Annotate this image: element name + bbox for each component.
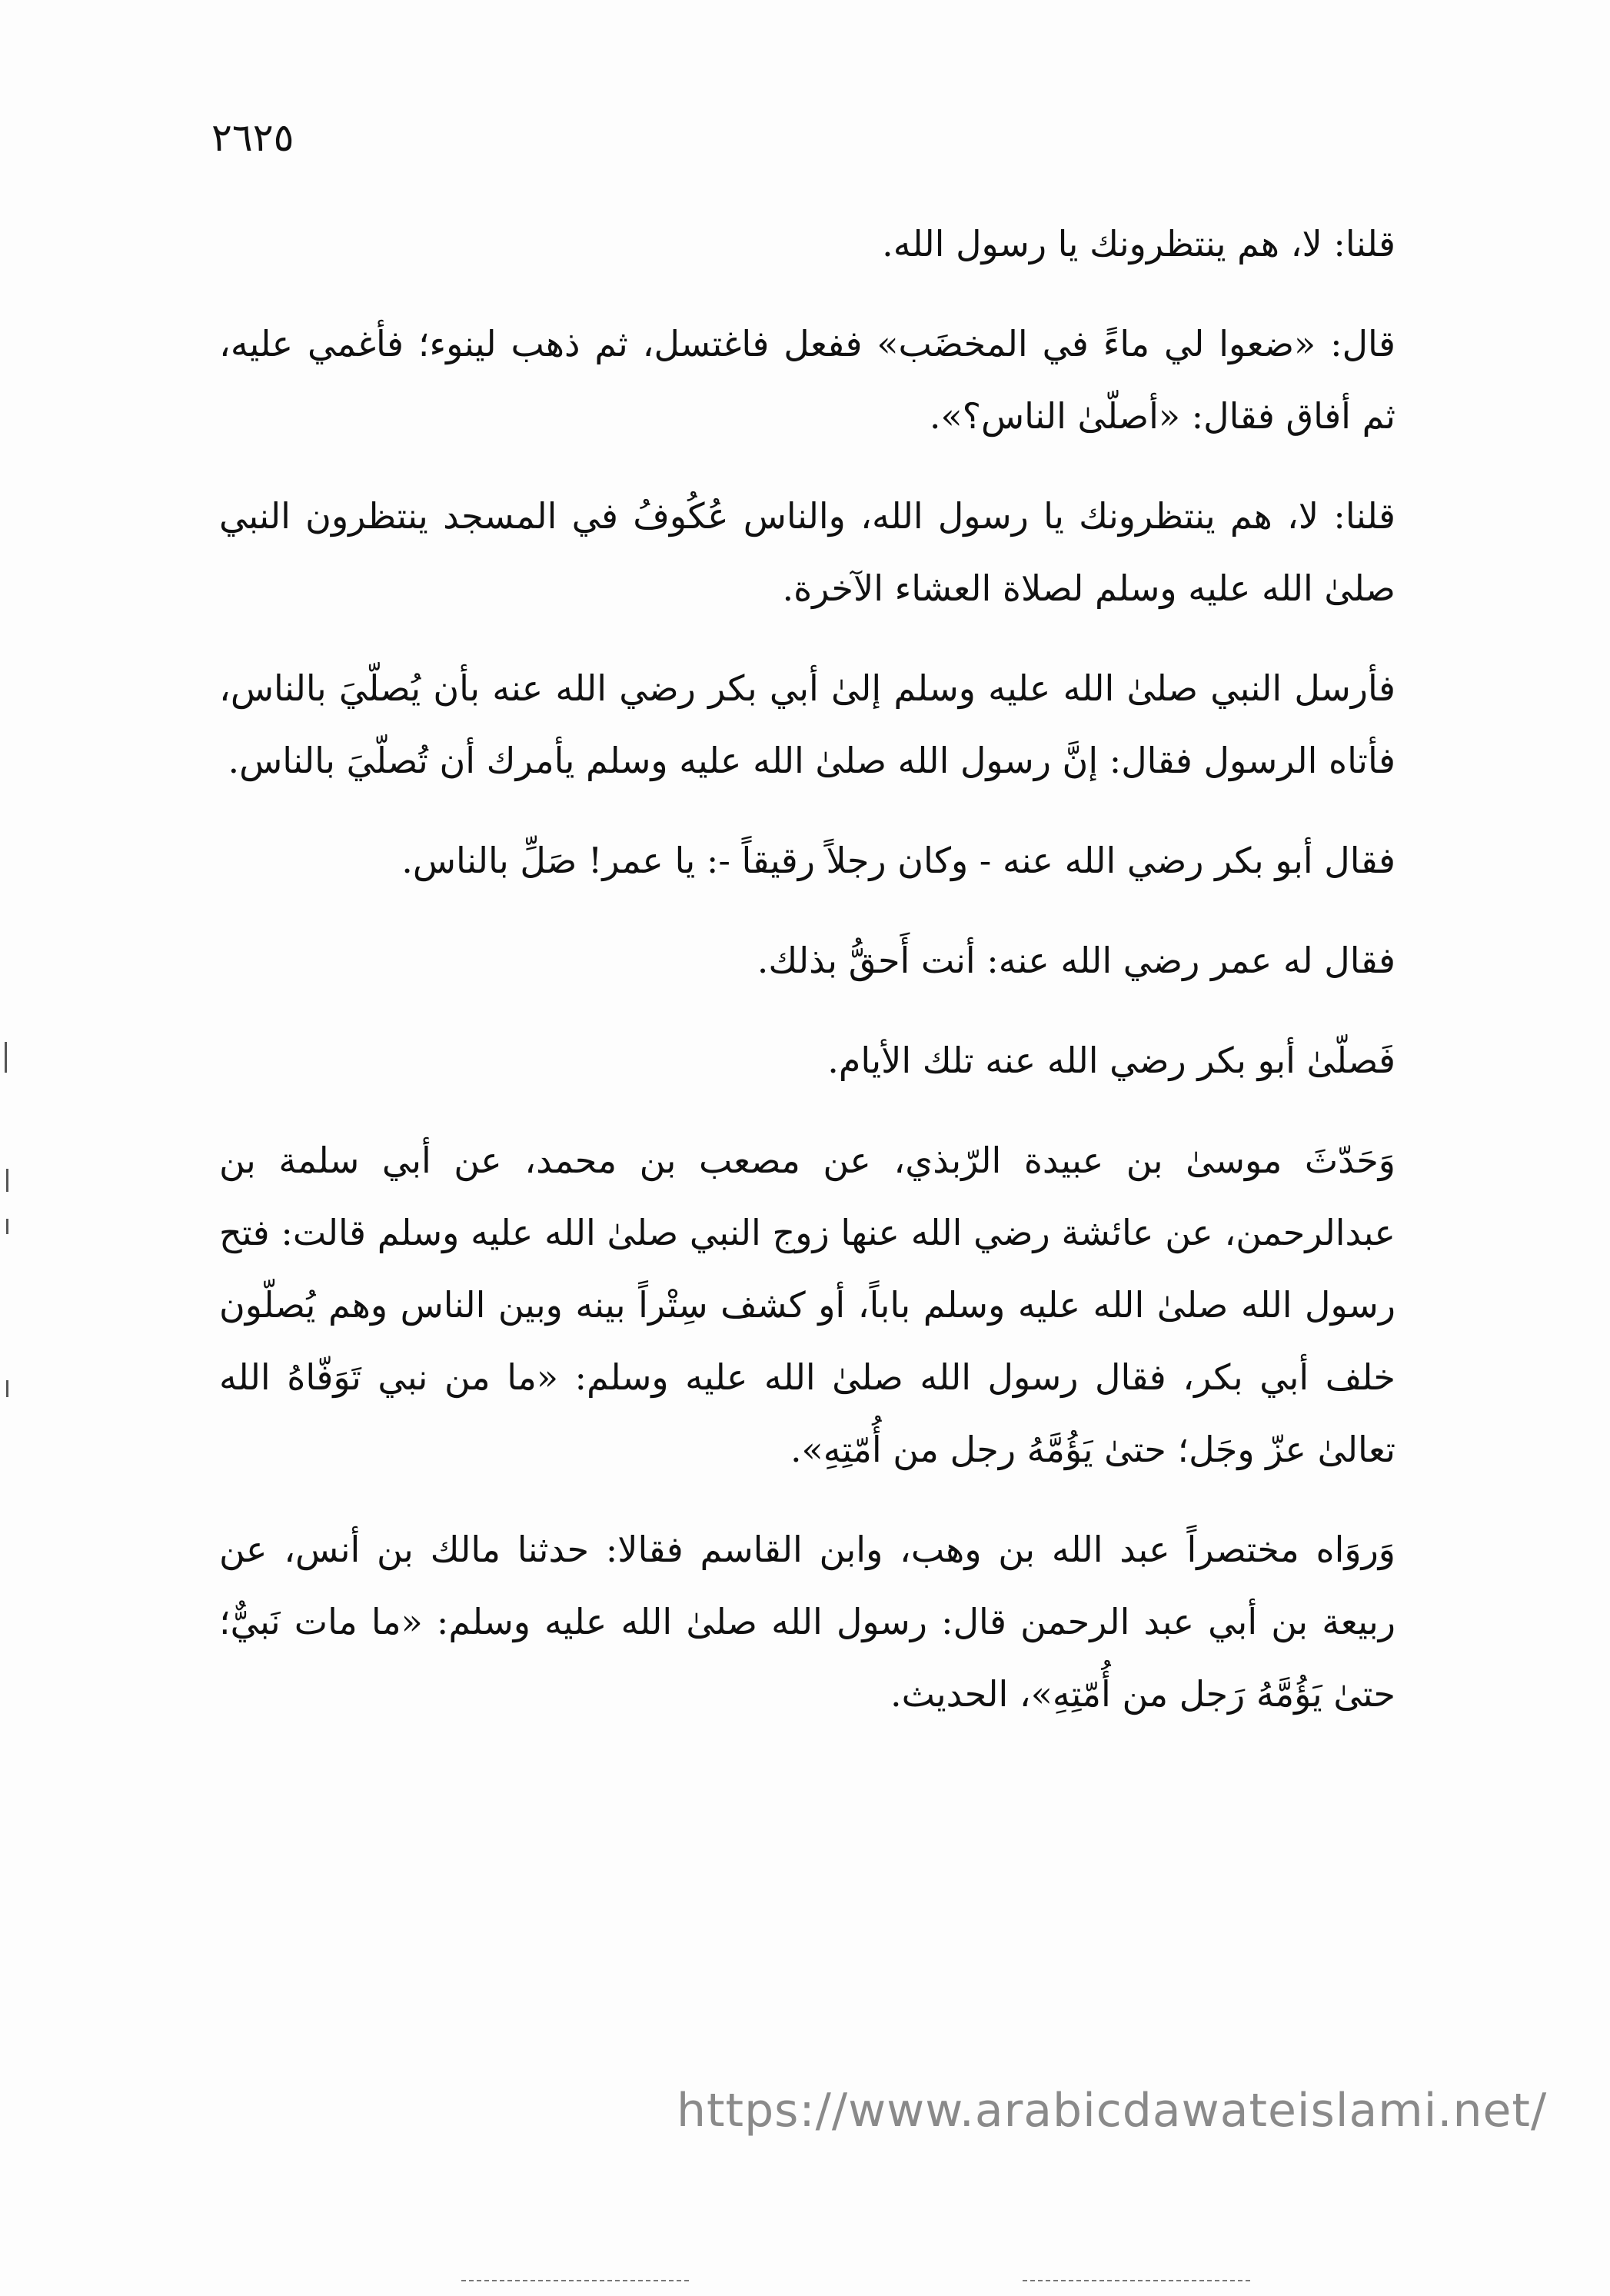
scan-artifact-mark [6, 1219, 8, 1234]
paragraph-2: قال: «ضعوا لي ماءً في المخضَب» ففعل فاغتسل، ثم ذهب لينوء؛ فأغمي عليه، ثم أفاق فقال: «أصلّىٰ الناس؟». [219, 323, 1395, 437]
paragraph-9: وَروَاه مختصراً عبد الله بن وهب، وابن القاسم فقالا: حدثنا مالك بن أنس، عن ربيعة بن أبي عبد الرحمن قال: رسول الله صلىٰ الله عليه وسلم: «ما مات نَبيٌّ؛ حتىٰ يَؤُمَّهُ رَجل من أُمّتِهِ»، الحديث. [219, 1529, 1395, 1715]
watermark-url: https://www.arabicdawateislami.net/ [677, 2084, 1548, 2138]
scan-artifact-mark [6, 1380, 8, 1397]
paragraph-7: فَصلّىٰ أبو بكر رضي الله عنه تلك الأيام. [827, 1040, 1395, 1081]
paragraph-8: وَحَدّثَ موسىٰ بن عبيدة الرّبذي، عن مصعب بن محمد، عن أبي سلمة بن عبدالرحمن، عن عائشة رضي الله عنها زوج النبي صلىٰ الله عليه وسلم قالت: فتح رسول الله صلىٰ الله عليه وسلم باباً، أو كشف سِتْراً بينه وبين الناس وهم يُصلّون خلف أبي بكر، فقال رسول الله صلىٰ الله عليه وسلم: «ما من نبي تَوَفّاهُ الله تعالىٰ عزّ وجَل؛ حتىٰ يَؤُمَّهُ رجل من أُمّتِهِ». [219, 1140, 1395, 1470]
paragraph-5: فقال أبو بكر رضي الله عنه - وكان رجلاً رقيقاً -: يا عمر! صَلِّ بالناس. [401, 840, 1395, 881]
scan-artifact-mark [5, 1042, 7, 1073]
footer-dotted-rule [461, 2280, 692, 2281]
paragraph-6: فقال له عمر رضي الله عنه: أنت أَحقُّ بذلك. [757, 940, 1395, 981]
scan-artifact-mark [6, 1169, 8, 1192]
paragraph-1: قلنا: لا، هم ينتظرونك يا رسول الله. [882, 223, 1395, 265]
body-text [219, 208, 1395, 1758]
footer-dotted-rule [1023, 2280, 1253, 2281]
paragraph-3: قلنا: لا، هم ينتظرونك يا رسول الله، والناس عُكُوفُ في المسجد ينتظرون النبي صلىٰ الله عليه وسلم لصلاة العشاء الآخرة. [219, 495, 1395, 609]
page-number: ٢٦٢٥ [211, 115, 294, 160]
paragraph-4: فأرسل النبي صلىٰ الله عليه وسلم إلىٰ أبي بكر رضي الله عنه بأن يُصلّيَ بالناس، فأتاه الرسول فقال: إنَّ رسول الله صلىٰ الله عليه وسلم يأمرك أن تُصلّيَ بالناس. [219, 667, 1395, 781]
